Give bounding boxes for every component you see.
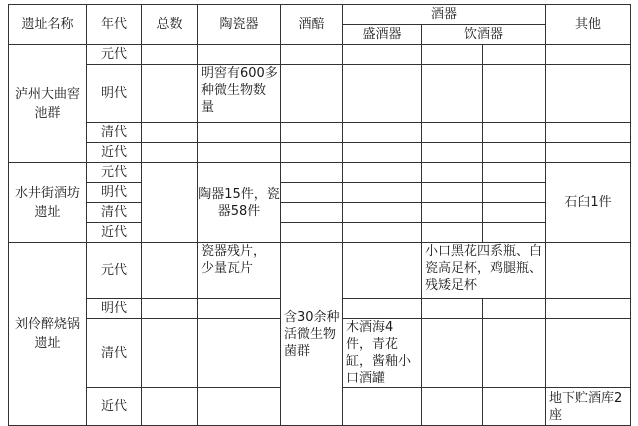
- header-storage-vessels: 盛酒器: [343, 25, 422, 45]
- header-other: 其他: [546, 5, 631, 45]
- liulingzui-qing-storage: 木酒海4件，青花缸，酱釉小口酒罐: [343, 319, 422, 388]
- era-cell: 近代: [87, 388, 142, 426]
- era-cell: 元代: [87, 163, 142, 183]
- shuijingjie-ceramics: 陶器15件，瓷器58件: [198, 163, 281, 243]
- liulingzui-yuan-ceramics: 瓷器残片，少量瓦片: [198, 243, 281, 299]
- era-cell: 明代: [87, 65, 142, 123]
- era-cell: 明代: [87, 183, 142, 203]
- site-luzhou: 泸州大曲窖池群: [9, 45, 87, 163]
- era-cell: 清代: [87, 319, 142, 388]
- liulingzui-yuan-drinking: 小口黑花四系瓶、白瓷高足杯，鸡腿瓶、残矮足杯: [422, 243, 546, 299]
- header-era: 年代: [87, 5, 142, 45]
- site-liulingzui: 刘伶醉烧锅遗址: [9, 243, 87, 426]
- era-cell: 元代: [87, 243, 142, 299]
- era-cell: 明代: [87, 299, 142, 319]
- liulingzui-yeast: 含30余种活微生物菌群: [281, 243, 343, 426]
- era-cell: 清代: [87, 203, 142, 223]
- era-cell: 元代: [87, 45, 142, 65]
- era-cell: 清代: [87, 123, 142, 143]
- liulingzui-jin-other: 地下贮酒库2座: [546, 388, 631, 426]
- relics-table: [8, 4, 631, 426]
- header-total: 总数: [142, 5, 198, 45]
- header-yeast: 酒醅: [281, 5, 343, 45]
- site-shuijingjie: 水井街酒坊遗址: [9, 163, 87, 243]
- header-site-name: 遗址名称: [9, 5, 87, 45]
- luzhou-ming-ceramics: 明窖有600多种微生物数量: [198, 65, 281, 123]
- era-cell: 近代: [87, 223, 142, 243]
- header-vessels: 酒器: [343, 5, 546, 25]
- header-ceramics: 陶瓷器: [198, 5, 281, 45]
- era-cell: 近代: [87, 143, 142, 163]
- header-drinking-vessels: 饮酒器: [422, 25, 546, 45]
- shuijingjie-other: 石臼1件: [546, 163, 631, 243]
